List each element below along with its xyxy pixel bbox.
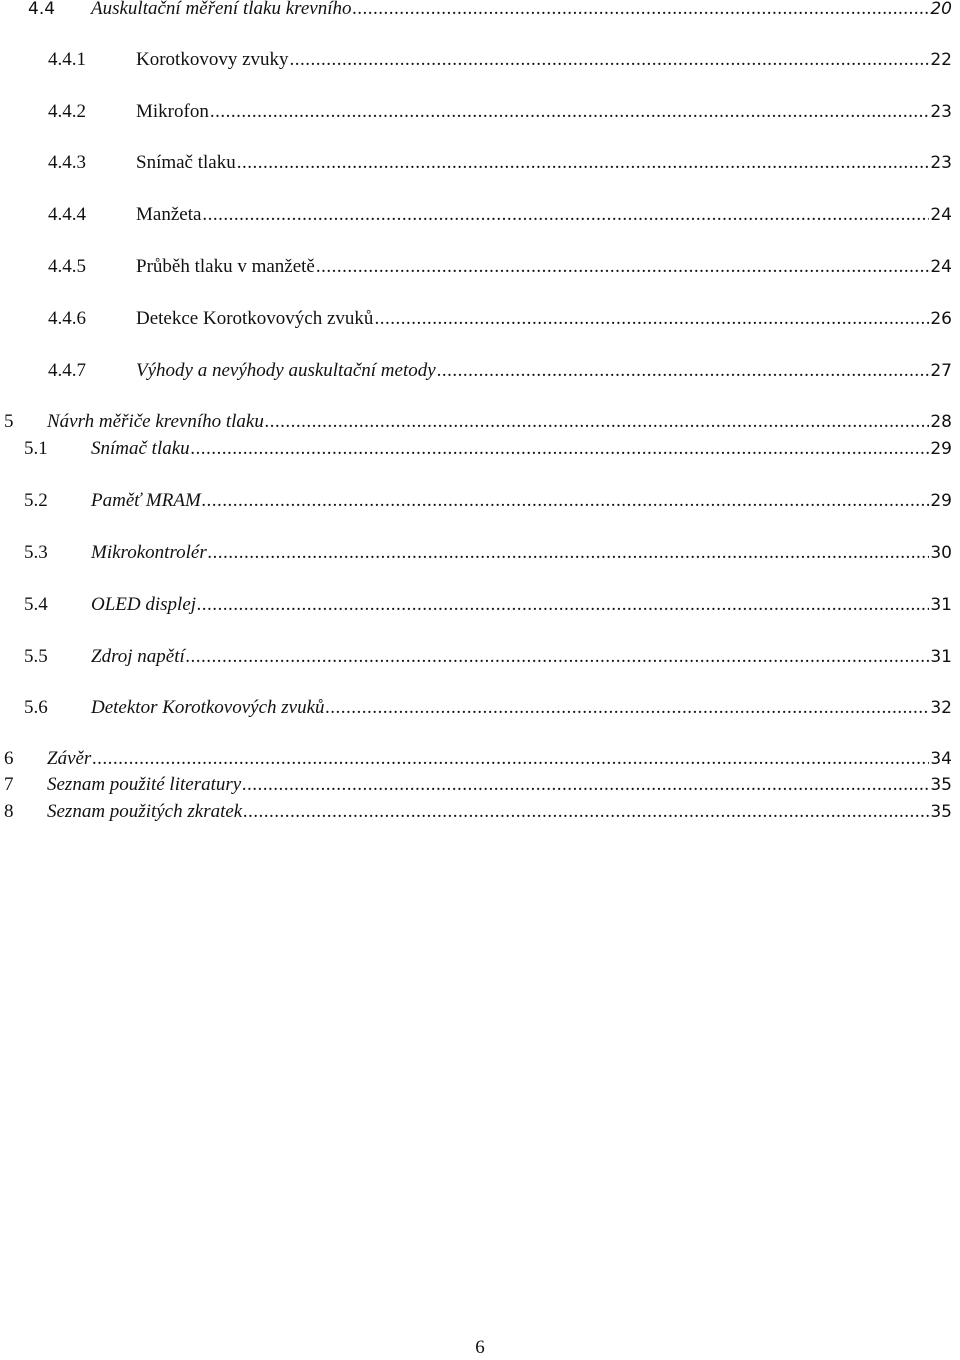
toc-entry[interactable] <box>0 203 952 227</box>
toc-entry-number: 6 <box>4 748 14 769</box>
toc-entry-title: Snímač tlaku <box>91 438 190 459</box>
toc-entry[interactable] <box>0 747 952 771</box>
toc-entry-number: 4.4.1 <box>48 49 86 70</box>
toc-entry-title: Detekce Korotkovových zvuků <box>136 308 374 329</box>
toc-entry-page: 22 <box>930 50 952 70</box>
toc-entry[interactable] <box>0 307 952 331</box>
toc-entry-page: 28 <box>930 412 952 432</box>
toc-entry[interactable] <box>0 437 952 461</box>
toc-entry[interactable] <box>0 696 952 720</box>
toc-dot-leader <box>202 489 930 513</box>
toc-entry[interactable] <box>0 645 952 669</box>
toc-entry[interactable] <box>0 0 952 21</box>
toc-entry[interactable] <box>0 255 952 279</box>
toc-dot-leader <box>243 800 929 824</box>
toc-entry-page: 24 <box>930 205 952 225</box>
toc-entry-title: Mikrofon <box>136 101 209 122</box>
toc-entry[interactable] <box>0 151 952 175</box>
toc-entry-number: 5.2 <box>24 490 48 511</box>
toc-entry-number: 5.5 <box>24 646 48 667</box>
toc-entry-title: Mikrokontrolér <box>91 542 207 563</box>
toc-entry[interactable] <box>0 410 952 434</box>
toc-dot-leader <box>374 307 929 331</box>
toc-entry-page: 26 <box>930 309 952 329</box>
toc-entry-page: 31 <box>930 595 952 615</box>
toc-entry-page: 27 <box>930 361 952 381</box>
toc-entry-title: Korotkovovy zvuky <box>136 49 289 70</box>
toc-entry-number: 4.4.5 <box>48 256 86 277</box>
toc-entry[interactable] <box>0 359 952 383</box>
toc-entry-title: Zdroj napětí <box>91 646 185 667</box>
toc-dot-leader <box>191 437 930 461</box>
toc-entry-title: Výhody a nevýhody auskultační metody <box>136 360 436 381</box>
toc-dot-leader <box>290 48 930 72</box>
toc-entry-title: Auskultační měření tlaku krevního <box>91 0 352 19</box>
toc-entry-title: Seznam použité literatury <box>47 774 242 795</box>
toc-entry-number: 4.4.4 <box>48 204 86 225</box>
toc-dot-leader <box>202 203 929 227</box>
toc-dot-leader <box>352 0 929 21</box>
toc-entry-page: 23 <box>930 102 952 122</box>
toc-dot-leader <box>265 410 930 434</box>
toc-dot-leader <box>186 645 930 669</box>
toc-entry[interactable] <box>0 773 952 797</box>
toc-entry-title: Závěr <box>47 748 92 769</box>
toc-entry[interactable] <box>0 541 952 565</box>
toc-entry[interactable] <box>0 100 952 124</box>
toc-entry-title: Průběh tlaku v manžetě <box>136 256 315 277</box>
toc-entry-number: 7 <box>4 774 14 795</box>
toc-entry[interactable] <box>0 800 952 824</box>
toc-dot-leader <box>237 151 930 175</box>
toc-entry-number: 5 <box>4 411 14 432</box>
toc-entry-number: 4.4.6 <box>48 308 86 329</box>
toc-dot-leader <box>242 773 929 797</box>
toc-entry-number: 4.4.2 <box>48 101 86 122</box>
page-number: 6 <box>475 1337 485 1358</box>
toc-entry-title: Manžeta <box>136 204 202 225</box>
toc-entry-page: 30 <box>930 543 952 563</box>
toc-entry-number: 5.6 <box>24 697 48 718</box>
toc-dot-leader <box>210 100 930 124</box>
toc-entry-title: Detektor Korotkovových zvuků <box>91 697 325 718</box>
toc-dot-leader <box>437 359 930 383</box>
toc-entry-page: 23 <box>930 153 952 173</box>
toc-entry-number: 8 <box>4 801 14 822</box>
toc-entry-page: 32 <box>930 698 952 718</box>
toc-entry-title: Paměť MRAM <box>91 490 201 511</box>
toc-entry-page: 24 <box>930 257 952 277</box>
toc-entry-page: 20 <box>930 0 952 19</box>
toc-entry-page: 35 <box>930 775 952 795</box>
toc-dot-leader <box>316 255 930 279</box>
toc-entry[interactable] <box>0 489 952 513</box>
toc-entry-title: Návrh měřiče krevního tlaku <box>47 411 264 432</box>
toc-entry-title: OLED displej <box>91 594 197 615</box>
toc-entry[interactable] <box>0 593 952 617</box>
toc-entry-title: Snímač tlaku <box>136 152 236 173</box>
toc-entry-number: 5.4 <box>24 594 48 615</box>
toc-entry-number: 5.1 <box>24 438 48 459</box>
toc-entry-page: 31 <box>930 647 952 667</box>
toc-entry-page: 29 <box>930 439 952 459</box>
toc-entry-number: 4.4.7 <box>48 360 86 381</box>
toc-dot-leader <box>208 541 930 565</box>
toc-entry-number: 4.4 <box>28 0 56 19</box>
toc-entry-page: 34 <box>930 749 952 769</box>
toc-entry-number: 5.3 <box>24 542 48 563</box>
toc-entry-title: Seznam použitých zkratek <box>47 801 243 822</box>
toc-entry-number: 4.4.3 <box>48 152 86 173</box>
toc-entry-page: 29 <box>930 491 952 511</box>
toc-dot-leader <box>197 593 929 617</box>
toc-entry-page: 35 <box>930 802 952 822</box>
toc-dot-leader <box>326 696 930 720</box>
toc-entry[interactable] <box>0 48 952 72</box>
toc-dot-leader <box>92 747 929 771</box>
